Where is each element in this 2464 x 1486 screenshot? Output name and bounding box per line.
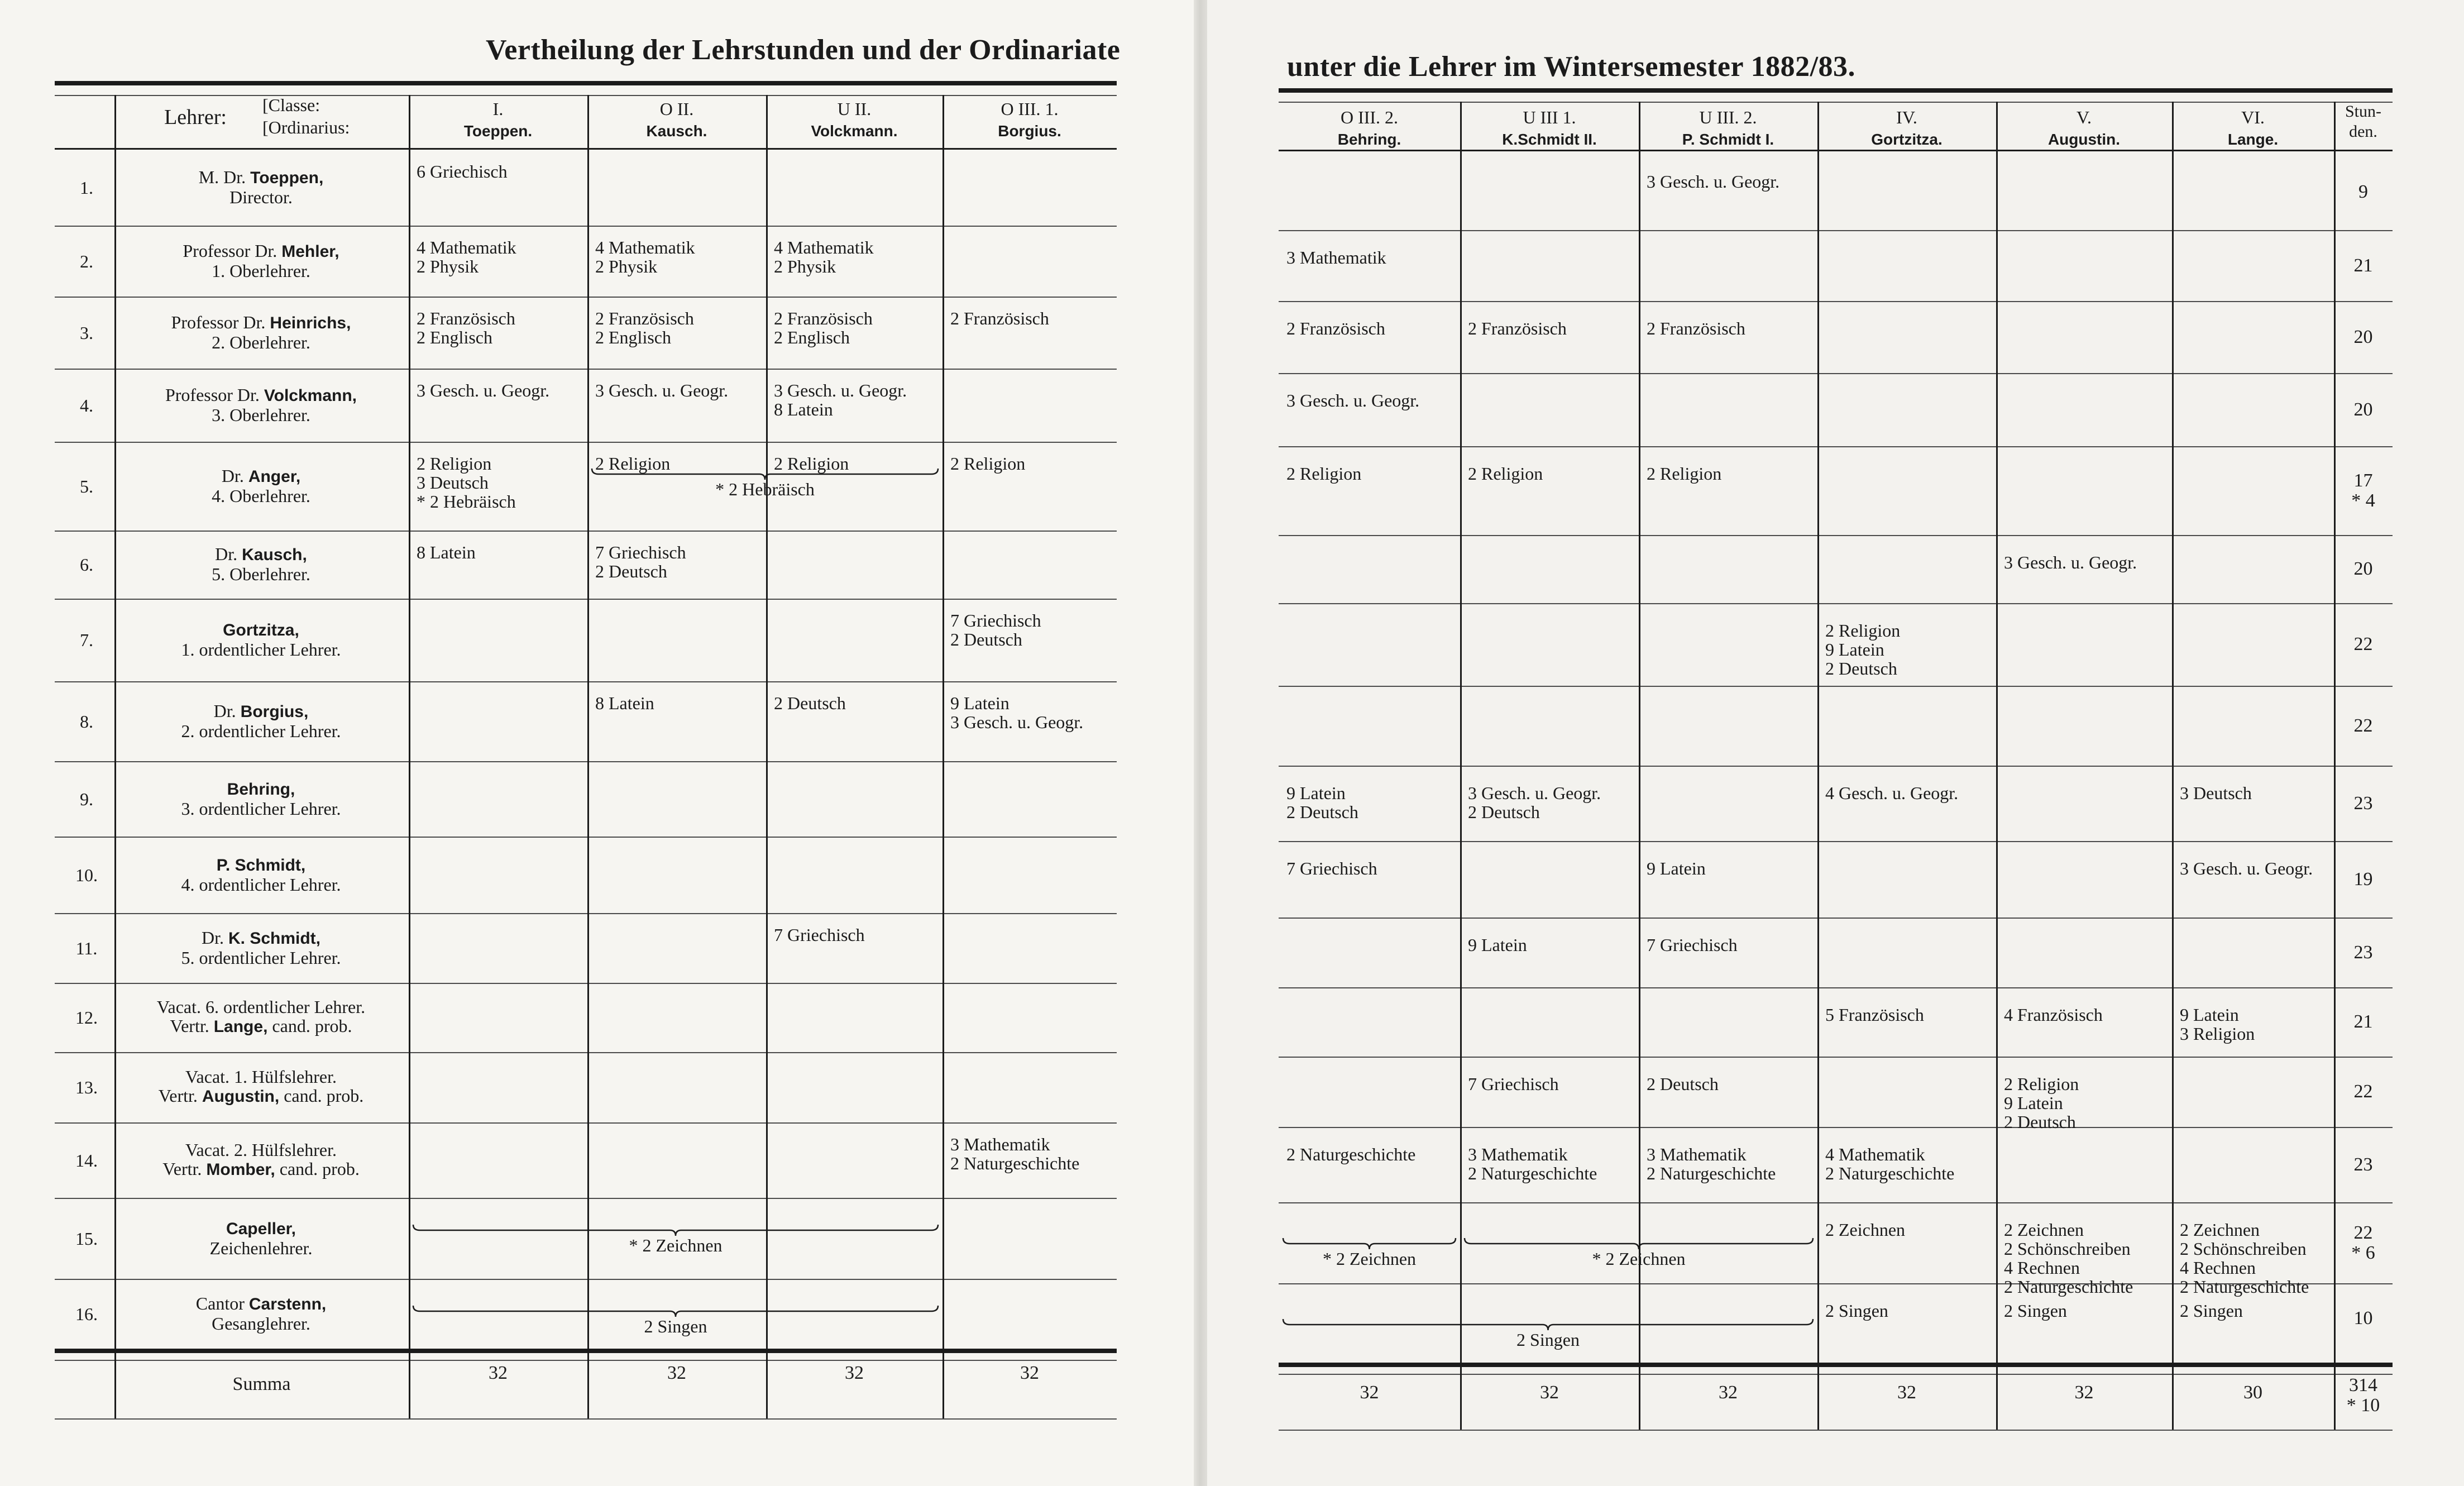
ordinarius-name: Behring. xyxy=(1337,131,1401,148)
row-rule xyxy=(55,1052,1117,1053)
ordinarius-name: Borgius. xyxy=(998,122,1061,140)
teacher-name: Capeller, Zeichenlehrer. xyxy=(209,1219,313,1258)
column-rule xyxy=(1996,102,1998,1430)
teacher-name: Dr. Borgius, 2. ordentlicher Lehrer. xyxy=(181,700,341,741)
brace-label: * 2 Zeichnen xyxy=(629,1235,723,1255)
lesson-cell: 2 Französisch xyxy=(1286,318,1385,338)
lesson-cell: 2 Französisch xyxy=(1468,318,1567,338)
lesson-cell: 3 Gesch. u. Geogr. xyxy=(417,380,550,400)
class-name: IV. xyxy=(1896,107,1917,127)
lesson-cell: 2 Deutsch xyxy=(774,693,846,713)
row-rule xyxy=(55,297,1117,298)
summa-value: 32 xyxy=(489,1363,508,1383)
rule-line xyxy=(1279,1430,2393,1431)
stunden-value: 9 xyxy=(2358,181,2368,202)
lesson-cell: 2 Französisch xyxy=(950,308,1049,328)
row-number: 6. xyxy=(80,555,93,575)
summa-total: 314 * 10 xyxy=(2346,1375,2380,1416)
teacher-name: Dr. Kausch, 5. Oberlehrer. xyxy=(212,544,310,584)
teacher-name: Vacat. 6. ordentlicher Lehrer. Vertr. Lange, cand. prob. xyxy=(156,997,366,1036)
teacher-name: Professor Dr. Heinrichs, 2. Oberlehrer. xyxy=(171,312,351,352)
teacher-name: Vacat. 1. Hülfslehrer. Vertr. Augustin, cand. prob. xyxy=(158,1067,364,1106)
classe-ordinarius-header: [Classe: [Ordinarius: xyxy=(262,95,350,137)
stunden-value: 22 xyxy=(2353,634,2373,654)
lesson-cell: 2 Zeichnen 2 Schönschreiben 4 Rechnen 2 Naturgeschichte xyxy=(2004,1220,2133,1297)
row-rule xyxy=(1279,373,2393,374)
summa-value: 32 xyxy=(1360,1382,1379,1403)
lesson-cell: 2 Religion 9 Latein 2 Deutsch xyxy=(2004,1074,2079,1132)
row-number: 13. xyxy=(75,1077,98,1097)
row-rule xyxy=(55,442,1117,443)
lesson-cell: 2 Religion 3 Deutsch * 2 Hebräisch xyxy=(417,453,516,512)
row-rule xyxy=(1279,230,2393,231)
row-number: 5. xyxy=(80,476,93,496)
row-rule xyxy=(55,681,1117,682)
top-rule xyxy=(1279,88,2393,93)
brace-label: 2 Singen xyxy=(1516,1330,1580,1350)
lesson-cell: 2 Französisch xyxy=(1647,318,1745,338)
row-number: 7. xyxy=(80,630,93,650)
brace-label: 2 Singen xyxy=(644,1316,707,1336)
lehrer-header: Lehrer: xyxy=(164,106,227,129)
rule-line xyxy=(55,1360,1117,1361)
top-rule xyxy=(55,81,1117,85)
row-number: 9. xyxy=(80,789,93,809)
lesson-cell: 2 Französisch 2 Englisch xyxy=(595,308,694,347)
teacher-name: Gortzitza, 1. ordentlicher Lehrer. xyxy=(181,621,341,660)
row-rule xyxy=(55,1122,1117,1124)
class-header-6 xyxy=(1639,106,1817,151)
row-rule xyxy=(55,1198,1117,1199)
lesson-cell: 2 Singen xyxy=(2004,1301,2067,1321)
lesson-cell: 3 Deutsch xyxy=(2180,783,2252,803)
class-name: O III. 1. xyxy=(1001,99,1059,119)
row-number: 4. xyxy=(80,395,93,415)
lesson-cell: 4 Mathematik 2 Physik xyxy=(774,237,874,276)
summa-value: 32 xyxy=(1897,1382,1916,1403)
lesson-cell: 8 Latein xyxy=(595,693,654,713)
row-rule xyxy=(55,913,1117,914)
summa-value: 32 xyxy=(1540,1382,1559,1403)
lesson-cell: 2 Französisch 2 Englisch xyxy=(774,308,873,347)
stunden-value: 22 xyxy=(2353,1081,2373,1102)
lesson-cell: 2 Singen xyxy=(2180,1301,2243,1321)
teacher-name: Professor Dr. Mehler, 1. Oberlehrer. xyxy=(183,240,339,281)
page-title-left: Vertheilung der Lehrstunden und der Ordinariate xyxy=(486,34,1121,66)
brace-label: * 2 Zeichnen xyxy=(1322,1249,1417,1269)
lesson-cell: 7 Griechisch xyxy=(1647,935,1738,955)
lesson-cell: 3 Gesch. u. Geogr. xyxy=(1647,171,1780,192)
rule-line xyxy=(55,95,1117,96)
lesson-cell: 3 Gesch. u. Geogr. xyxy=(2180,858,2313,878)
lesson-cell: 2 Deutsch xyxy=(1647,1074,1719,1094)
class-name: O III. 2. xyxy=(1340,107,1399,127)
teacher-name: Behring, 3. ordentlicher Lehrer. xyxy=(181,780,341,819)
column-rule xyxy=(409,95,410,1418)
row-rule xyxy=(55,531,1117,532)
summa-value: 32 xyxy=(845,1363,864,1383)
lesson-cell: 7 Griechisch xyxy=(774,925,865,945)
rule-line xyxy=(55,1418,1117,1420)
lesson-cell: 7 Griechisch 2 Deutsch xyxy=(595,542,686,581)
stunden-value: 19 xyxy=(2353,868,2373,890)
row-number: 10. xyxy=(75,864,98,885)
lesson-cell: 3 Gesch. u. Geogr. xyxy=(1286,390,1420,410)
stunden-value: 17 * 4 xyxy=(2351,470,2375,511)
row-rule xyxy=(1279,535,2393,536)
lesson-cell: 2 Zeichnen 2 Schönschreiben 4 Rechnen 2 Naturgeschichte xyxy=(2180,1220,2309,1297)
brace-label: * 2 Hebräisch xyxy=(715,479,815,499)
ordinarius-name: Kausch. xyxy=(646,122,707,140)
class-name: O II. xyxy=(659,99,694,119)
summa-value: 32 xyxy=(1719,1382,1738,1403)
row-number: 1. xyxy=(80,178,93,198)
row-rule xyxy=(1279,841,2393,842)
lesson-cell: 2 Religion xyxy=(1647,464,1722,484)
row-rule xyxy=(1279,1057,2393,1058)
column-rule xyxy=(587,95,589,1418)
bottom-rule xyxy=(55,1349,1117,1353)
class-name: U III. 2. xyxy=(1699,107,1757,127)
class-name: I. xyxy=(492,99,504,119)
class-header-8 xyxy=(1996,106,2172,151)
lesson-cell: 2 Religion xyxy=(950,453,1026,474)
stunden-value: 23 xyxy=(2353,942,2373,963)
row-rule xyxy=(1279,686,2393,687)
lesson-cell: 2 Naturgeschichte xyxy=(1286,1144,1416,1164)
row-number: 16. xyxy=(75,1303,98,1324)
lesson-cell: 9 Latein xyxy=(1647,858,1706,878)
lesson-cell: 3 Mathematik 2 Naturgeschichte xyxy=(1647,1144,1776,1183)
lesson-cell: 2 Französisch 2 Englisch xyxy=(417,308,515,347)
class-header-2 xyxy=(766,98,942,142)
class-name: U III 1. xyxy=(1523,107,1576,127)
column-rule xyxy=(1817,102,1819,1430)
stunden-value: 20 xyxy=(2353,399,2373,420)
teacher-name: Dr. K. Schmidt, 5. ordentlicher Lehrer. xyxy=(181,927,341,968)
summa-value: 32 xyxy=(1020,1363,1039,1383)
class-header-0 xyxy=(409,98,587,142)
row-rule xyxy=(55,761,1117,762)
summa-value: 32 xyxy=(667,1363,686,1383)
teacher-name: Dr. Anger, 4. Oberlehrer. xyxy=(212,465,310,506)
lesson-cell: 4 Mathematik 2 Naturgeschichte xyxy=(1825,1144,1955,1183)
row-rule xyxy=(1279,1202,2393,1203)
class-name: VI. xyxy=(2241,107,2265,127)
row-rule xyxy=(1279,1127,2393,1128)
summa-label: Summa xyxy=(232,1374,291,1394)
ordinarius-name: P. Schmidt I. xyxy=(1682,131,1774,148)
lesson-cell: 7 Griechisch xyxy=(1468,1074,1559,1094)
row-number: 12. xyxy=(75,1007,98,1028)
lesson-cell: 7 Griechisch 2 Deutsch xyxy=(950,610,1041,649)
bottom-rule xyxy=(1279,1363,2393,1367)
row-rule xyxy=(1279,766,2393,767)
row-rule xyxy=(1279,987,2393,988)
column-rule xyxy=(942,95,944,1418)
lesson-cell: 3 Gesch. u. Geogr. xyxy=(595,380,729,400)
row-rule xyxy=(55,369,1117,370)
lesson-cell: 4 Mathematik 2 Physik xyxy=(595,237,695,276)
row-number: 15. xyxy=(75,1228,98,1249)
page-title-right: unter die Lehrer im Wintersemester 1882/83. xyxy=(1287,51,1856,83)
stunden-value: 23 xyxy=(2353,792,2373,814)
stunden-value: 10 xyxy=(2353,1307,2373,1329)
book-fold xyxy=(1194,0,1207,1486)
row-rule xyxy=(55,226,1117,227)
lesson-cell: 3 Mathematik 2 Naturgeschichte xyxy=(950,1134,1080,1173)
lesson-cell: 2 Religion xyxy=(595,453,671,474)
row-rule xyxy=(55,983,1117,984)
teacher-name: Professor Dr. Volckmann, 3. Oberlehrer. xyxy=(165,384,357,425)
lesson-cell: 9 Latein 2 Deutsch xyxy=(1286,783,1358,822)
column-rule xyxy=(1639,102,1640,1430)
class-header-7 xyxy=(1817,106,1996,151)
lesson-cell: 9 Latein 3 Religion xyxy=(2180,1005,2255,1044)
stunden-value: 22 xyxy=(2353,715,2373,736)
ordinarius-name: Toeppen. xyxy=(463,122,533,140)
lesson-cell: 2 Singen xyxy=(1825,1301,1888,1321)
class-name: U II. xyxy=(837,99,872,119)
row-number: 3. xyxy=(80,322,93,343)
rule-line xyxy=(1279,102,2393,103)
row-rule xyxy=(1279,301,2393,302)
stunden-value: 21 xyxy=(2353,255,2373,276)
stunden-value: 21 xyxy=(2353,1011,2373,1032)
lesson-cell: 3 Mathematik 2 Naturgeschichte xyxy=(1468,1144,1597,1183)
row-rule xyxy=(55,599,1117,600)
summa-value: 32 xyxy=(2074,1382,2094,1403)
lesson-cell: 3 Mathematik xyxy=(1286,247,1386,267)
stunden-value: 23 xyxy=(2353,1154,2373,1175)
row-number: 8. xyxy=(80,711,93,732)
column-rule xyxy=(2172,102,2174,1430)
left-page xyxy=(0,0,1200,1486)
lesson-cell: 7 Griechisch xyxy=(1286,858,1377,878)
ordinarius-name: Gortzitza. xyxy=(1871,131,1943,148)
lesson-cell: 2 Religion xyxy=(1286,464,1362,484)
teacher-name: M. Dr. Toeppen, Director. xyxy=(198,167,324,207)
lesson-cell: 9 Latein xyxy=(1468,935,1527,955)
stunden-value: 20 xyxy=(2353,326,2373,347)
lesson-cell: 3 Gesch. u. Geogr. xyxy=(2004,552,2137,572)
teacher-name: Vacat. 2. Hülfslehrer. Vertr. Momber, cand. prob. xyxy=(162,1139,360,1179)
class-header-5 xyxy=(1460,106,1639,151)
stunden-header: Stun- den. xyxy=(2345,102,2381,141)
lesson-cell: 4 Französisch xyxy=(2004,1005,2103,1025)
ordinarius-name: Lange. xyxy=(2227,131,2279,148)
class-header-9 xyxy=(2172,106,2334,151)
lesson-cell: 4 Mathematik 2 Physik xyxy=(417,237,516,276)
lesson-cell: 6 Griechisch xyxy=(417,161,508,181)
row-number: 14. xyxy=(75,1150,98,1170)
class-name: V. xyxy=(2077,107,2092,127)
row-number: 2. xyxy=(80,251,93,271)
ordinarius-name: Volckmann. xyxy=(811,122,898,140)
rule-line xyxy=(1279,1374,2393,1375)
ordinarius-name: Augustin. xyxy=(2047,131,2121,148)
row-rule xyxy=(1279,446,2393,447)
row-rule xyxy=(1279,603,2393,604)
lesson-cell: 5 Französisch xyxy=(1825,1005,1924,1025)
row-rule xyxy=(55,1279,1117,1280)
class-header-1 xyxy=(587,98,766,142)
lesson-cell: 8 Latein xyxy=(417,542,476,562)
summa-value: 30 xyxy=(2243,1382,2262,1403)
column-rule xyxy=(1460,102,1462,1430)
lesson-cell: 2 Religion 9 Latein 2 Deutsch xyxy=(1825,620,1901,679)
row-rule xyxy=(1279,918,2393,919)
teacher-name: P. Schmidt, 4. ordentlicher Lehrer. xyxy=(181,856,341,895)
lesson-cell: 9 Latein 3 Gesch. u. Geogr. xyxy=(950,693,1084,732)
row-number: 11. xyxy=(75,938,98,958)
lesson-cell: 4 Gesch. u. Geogr. xyxy=(1825,783,1959,803)
lesson-cell: 2 Zeichnen xyxy=(1825,1220,1906,1240)
teacher-name: Cantor Carstenn, Gesanglehrer. xyxy=(195,1293,327,1334)
lesson-cell: 2 Religion xyxy=(774,453,849,474)
class-header-3 xyxy=(942,98,1117,142)
class-header-4 xyxy=(1279,106,1460,151)
ordinarius-name: K.Schmidt II. xyxy=(1502,131,1597,148)
stunden-value: 20 xyxy=(2353,558,2373,579)
row-rule xyxy=(55,837,1117,838)
header-rule xyxy=(55,148,1117,150)
lesson-cell: 3 Gesch. u. Geogr. 8 Latein xyxy=(774,380,907,419)
brace-label: * 2 Zeichnen xyxy=(1592,1249,1686,1269)
lesson-cell: 3 Gesch. u. Geogr. 2 Deutsch xyxy=(1468,783,1601,822)
stunden-value: 22 * 6 xyxy=(2351,1222,2375,1263)
lesson-cell: 2 Religion xyxy=(1468,464,1543,484)
column-rule xyxy=(766,95,768,1418)
